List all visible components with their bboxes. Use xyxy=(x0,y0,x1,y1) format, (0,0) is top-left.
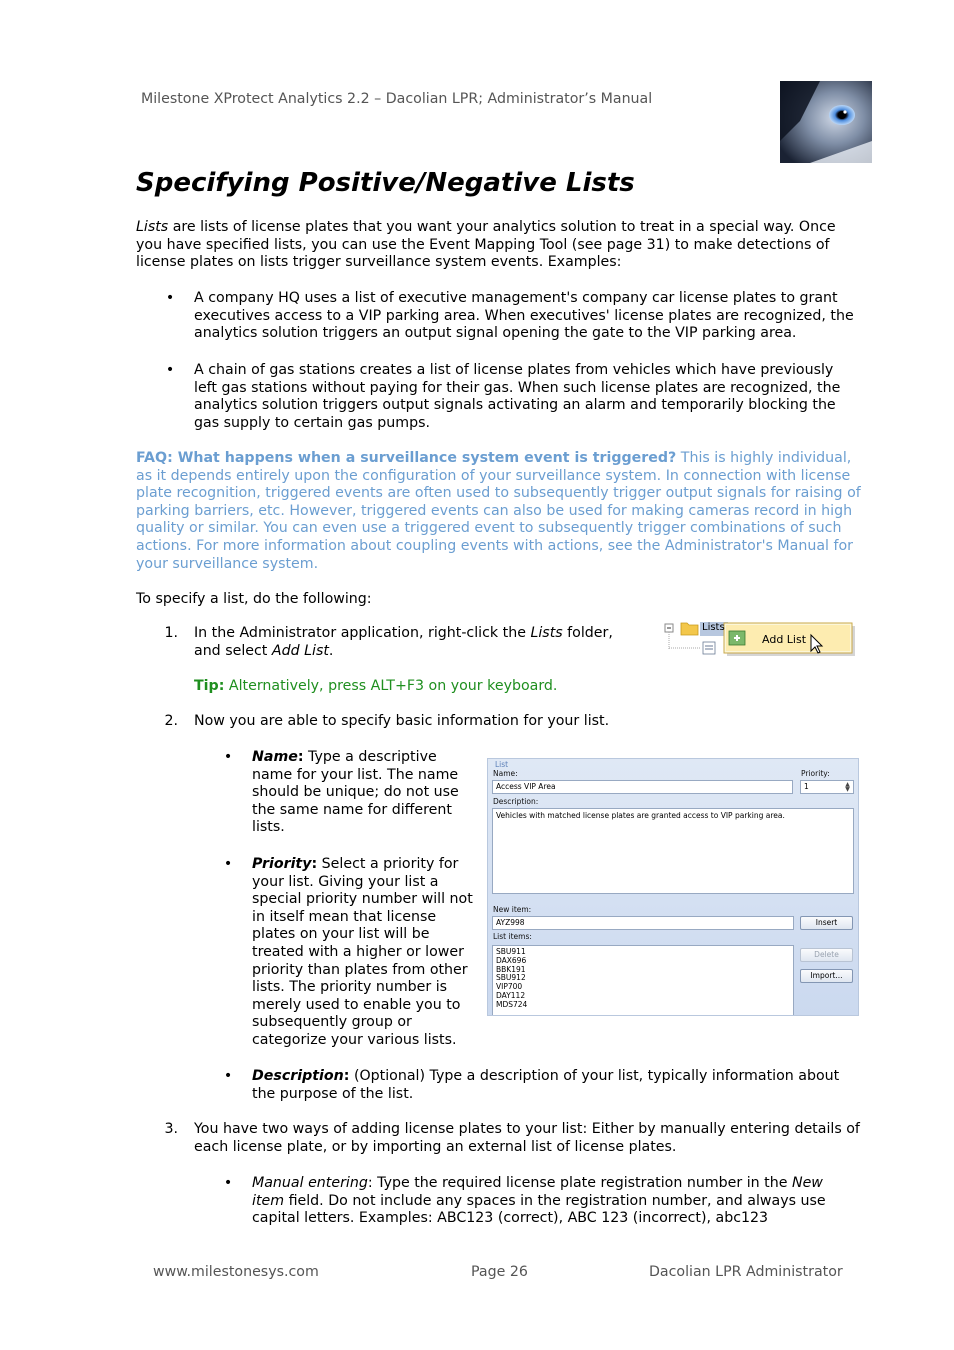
bullet-icon: • xyxy=(223,1175,233,1191)
bullet-icon: • xyxy=(165,290,175,306)
description-term: Description xyxy=(252,1068,344,1084)
footer-page-number: Page 26 xyxy=(471,1264,528,1280)
priority-stepper[interactable] xyxy=(800,780,854,794)
name-colon: : xyxy=(297,749,304,765)
list-item[interactable]: MDS724 xyxy=(496,999,528,1009)
bullet-icon: • xyxy=(223,1068,233,1084)
add-list-screenshot xyxy=(664,618,858,660)
example-bullet-1: A company HQ uses a list of executive management's company car license plates to grant executives access to a VIP parking area. When executives' license plates are recognized, the analytics solution triggers an output signal opening the gate to the VIP parking area. xyxy=(194,290,854,342)
faq-answer: This is highly individual, as it depends entirely upon the configuration of your surveillance system. In connection with license plate recognition, triggered events are often used to subsequently trigger output signals for raising of parking barriers, etc. However, triggered events can also be used for making cameras record in high quality or similar. You can even use a triggered event to subsequently trigger combinations of such actions. For more information about coupling events with actions, see the Administrator's Manual for your surveillance system. xyxy=(136,450,861,572)
manual-entering-term: Manual entering xyxy=(252,1175,368,1191)
steps-intro: To specify a list, do the following: xyxy=(136,591,372,607)
list-group-title: List xyxy=(495,760,509,769)
description-bullet xyxy=(252,1068,860,1103)
import-button[interactable]: Import... xyxy=(800,969,853,983)
bullet-icon: • xyxy=(165,362,175,378)
priority-label: Priority: xyxy=(801,769,830,778)
manual-text-b: field. Do not include any spaces in the registration number, and always use capital letters. Examples: ABC123 (correct), ABC 123 (incorrect), abc123 xyxy=(252,1192,826,1227)
faq-paragraph xyxy=(136,450,864,573)
description-label: Description: xyxy=(493,797,539,806)
priority-bullet xyxy=(252,856,476,1050)
description-field[interactable]: Vehicles with matched license plates are granted access to VIP parking area. xyxy=(492,808,854,894)
new-item-label: New item: xyxy=(493,905,532,914)
delete-button[interactable]: Delete xyxy=(800,948,853,962)
step-number: 2. xyxy=(164,713,178,729)
spin-arrows-icon[interactable]: ▲ ▼ xyxy=(845,781,850,793)
priority-term: Priority xyxy=(252,856,312,872)
example-bullet-2: A chain of gas stations creates a list of license plates from vehicles which have previously left gas stations without paying for their gas. When such license plates are recognized, the analytics solution triggers output signals activating an alarm and temporarily blocking the gas supply to certain gas pumps. xyxy=(194,362,841,431)
intro-term: Lists xyxy=(136,219,169,235)
tip-label: Tip: xyxy=(194,678,225,694)
step3-text: You have two ways of adding license plates to your list: Either by manually entering details of each license plate, or by importing an external list of license plates. xyxy=(194,1121,860,1155)
description-colon: : xyxy=(343,1068,350,1084)
name-label: Name: xyxy=(493,769,518,778)
manual-text-a: : Type the required license plate registration number in the xyxy=(367,1175,792,1191)
bullet-icon: • xyxy=(223,749,233,765)
tip-paragraph xyxy=(194,678,694,696)
list-dialog-screenshot xyxy=(487,758,859,1016)
step1-text-c: . xyxy=(328,642,334,659)
insert-button[interactable]: Insert xyxy=(800,916,853,930)
priority-description: Select a priority for your list. Giving your list a special priority number will not in itself mean that license plates on your list will be treated with a higher or lower priority than plates from other lists. The priority number is merely used to enable you to subsequently group or categorize your various lists. xyxy=(252,856,473,1048)
add-list-term: Add List xyxy=(271,642,329,659)
name-term: Name xyxy=(252,749,298,765)
priority-colon: : xyxy=(311,856,318,872)
description-text: (Optional) Type a description of your list, typically information about the purpose of the list. xyxy=(252,1068,840,1102)
list-items-box[interactable] xyxy=(492,945,794,1016)
list-item[interactable]: DAY112 xyxy=(496,990,526,1000)
footer-url: www.milestonesys.com xyxy=(153,1264,319,1280)
lists-folder-term: Lists xyxy=(530,625,563,641)
footer-doc-title: Dacolian LPR Administrator xyxy=(649,1264,843,1280)
manual-entering-bullet xyxy=(252,1175,852,1228)
list-item[interactable]: DAX696 xyxy=(496,955,527,965)
faq-question: FAQ: What happens when a surveillance system event is triggered? xyxy=(136,450,677,466)
list-item[interactable]: SBU911 xyxy=(496,947,526,956)
new-item-term: New item xyxy=(252,1175,823,1209)
add-list-menu-item[interactable]: Add List xyxy=(762,633,807,646)
list-item[interactable]: SBU912 xyxy=(496,973,526,983)
bullet-icon: • xyxy=(223,856,233,872)
tip-text: Alternatively, press ALT+F3 on your keyboard. xyxy=(224,678,558,694)
running-header: Milestone XProtect Analytics 2.2 – Dacolian LPR; Administrator’s Manual xyxy=(141,91,653,107)
step-number: 3. xyxy=(164,1121,178,1137)
name-bullet xyxy=(252,749,476,837)
intro-text: are lists of license plates that you want your analytics solution to treat in a special way. Once you have specified lists, you can use the Event Mapping Tool (see page 31) to make detections of license plates on lists trigger surveillance system events. Examples: xyxy=(136,219,836,271)
lists-folder-label[interactable]: Lists xyxy=(702,622,725,633)
step-number: 1. xyxy=(164,625,178,641)
step1-text-a: In the Administrator application, right-click the xyxy=(194,625,531,641)
list-item[interactable]: BBK191 xyxy=(496,964,526,974)
page-title: Specifying Positive/Negative Lists xyxy=(136,168,635,198)
name-field[interactable]: Access VIP Area xyxy=(492,780,793,794)
wolf-eye-logo-icon xyxy=(780,81,872,163)
tree-lines-icon xyxy=(664,618,858,660)
step2-text: Now you are able to specify basic information for your list. xyxy=(194,713,610,729)
list-item[interactable]: VIP700 xyxy=(496,982,523,992)
step1-text-b: folder, and select xyxy=(194,625,613,659)
name-description: Type a descriptive name for your list. The name should be unique; do not use the same name for different lists. xyxy=(252,749,459,836)
step1-text xyxy=(194,625,634,660)
priority-value: 1 xyxy=(804,782,809,791)
list-items-label: List items: xyxy=(493,932,532,941)
new-item-field[interactable]: AYZ998 xyxy=(492,916,794,930)
intro-paragraph xyxy=(136,219,861,272)
